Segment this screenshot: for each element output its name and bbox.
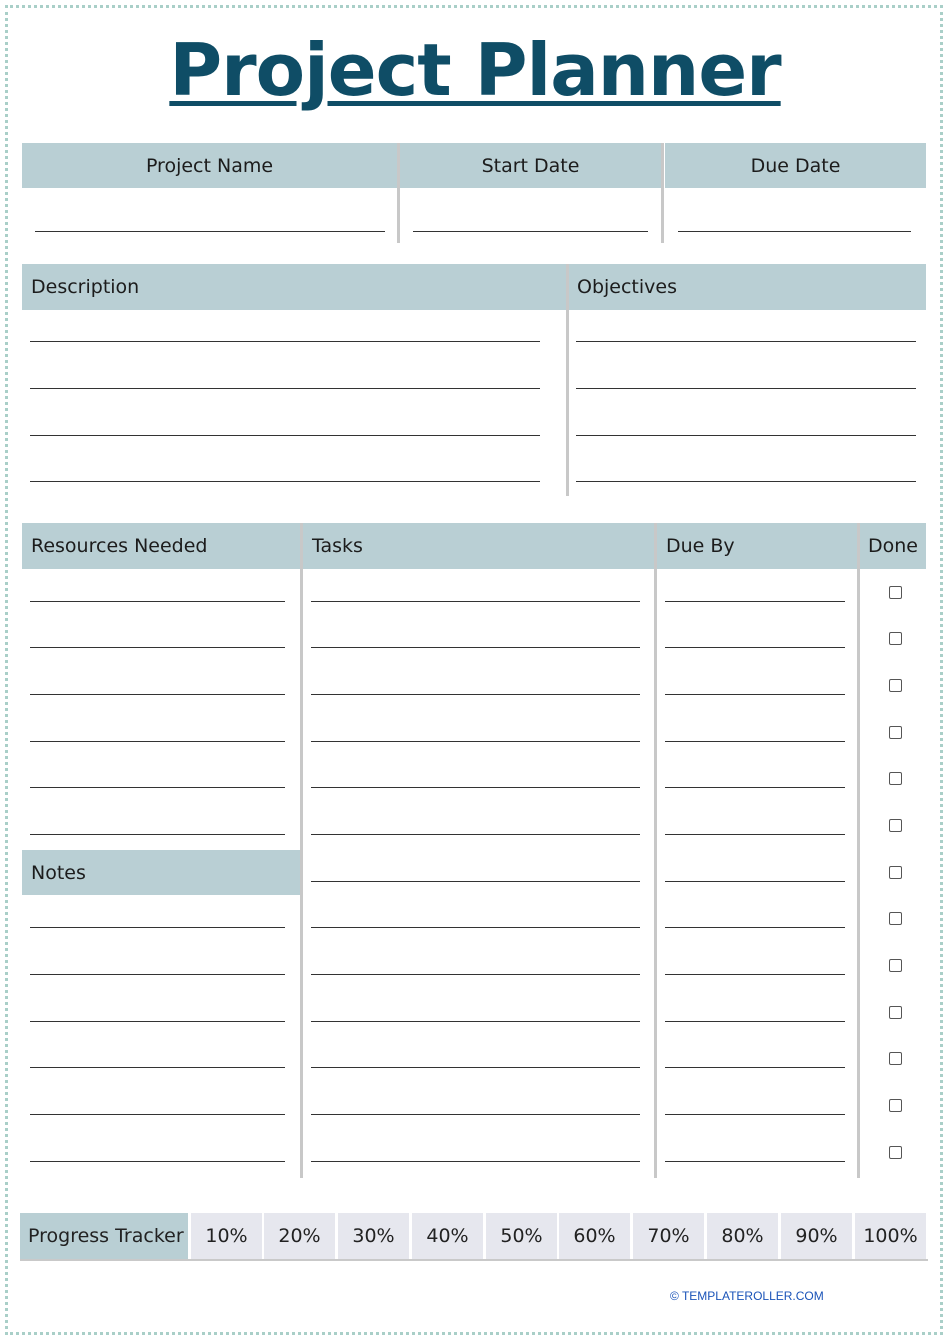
tasks-header: Tasks: [303, 523, 654, 569]
due-by-line[interactable]: [665, 741, 845, 742]
progress-step[interactable]: 20%: [264, 1213, 335, 1259]
task-line[interactable]: [311, 694, 640, 695]
page-dotted-border: [5, 5, 943, 1335]
progress-tracker-underline: [20, 1259, 928, 1261]
task-line[interactable]: [311, 601, 640, 602]
notes-header: Notes: [22, 850, 300, 895]
done-checkbox[interactable]: [889, 1052, 902, 1065]
due-by-header: Due By: [657, 523, 857, 569]
task-line[interactable]: [311, 1067, 640, 1068]
resources-line[interactable]: [30, 694, 285, 695]
description-line[interactable]: [30, 435, 540, 436]
progress-tracker-label: Progress Tracker: [20, 1213, 188, 1259]
due-by-line[interactable]: [665, 927, 845, 928]
done-header: Done: [860, 523, 926, 569]
progress-step[interactable]: 80%: [707, 1213, 778, 1259]
project-name-field[interactable]: [35, 231, 385, 232]
done-checkbox[interactable]: [889, 1099, 902, 1112]
done-checkbox[interactable]: [889, 1006, 902, 1019]
progress-step[interactable]: 50%: [486, 1213, 557, 1259]
objectives-line[interactable]: [576, 388, 916, 389]
task-line[interactable]: [311, 1114, 640, 1115]
resources-line[interactable]: [30, 647, 285, 648]
due-by-line[interactable]: [665, 881, 845, 882]
due-by-line[interactable]: [665, 1021, 845, 1022]
objectives-line[interactable]: [576, 341, 916, 342]
due-date-field[interactable]: [678, 231, 911, 232]
resources-line[interactable]: [30, 834, 285, 835]
done-checkbox[interactable]: [889, 1146, 902, 1159]
task-line[interactable]: [311, 787, 640, 788]
notes-line[interactable]: [30, 1114, 285, 1115]
divider: [397, 143, 400, 243]
due-by-line[interactable]: [665, 1114, 845, 1115]
notes-line[interactable]: [30, 1021, 285, 1022]
notes-line[interactable]: [30, 1161, 285, 1162]
due-by-line[interactable]: [665, 787, 845, 788]
done-checkbox[interactable]: [889, 819, 902, 832]
task-line[interactable]: [311, 1161, 640, 1162]
due-by-line[interactable]: [665, 647, 845, 648]
notes-line[interactable]: [30, 927, 285, 928]
objectives-line[interactable]: [576, 481, 916, 482]
progress-step[interactable]: 100%: [855, 1213, 926, 1259]
task-line[interactable]: [311, 834, 640, 835]
task-line[interactable]: [311, 881, 640, 882]
page-title: Project Planner: [169, 28, 781, 112]
due-by-line[interactable]: [665, 974, 845, 975]
divider: [661, 143, 664, 243]
notes-line[interactable]: [30, 974, 285, 975]
done-checkbox[interactable]: [889, 632, 902, 645]
notes-line[interactable]: [30, 1067, 285, 1068]
due-by-line[interactable]: [665, 601, 845, 602]
due-by-line[interactable]: [665, 1067, 845, 1068]
task-line[interactable]: [311, 927, 640, 928]
progress-step[interactable]: 70%: [633, 1213, 704, 1259]
divider: [857, 523, 860, 1178]
done-checkbox[interactable]: [889, 679, 902, 692]
due-by-line[interactable]: [665, 834, 845, 835]
done-checkbox[interactable]: [889, 959, 902, 972]
resources-line[interactable]: [30, 741, 285, 742]
start-date-field[interactable]: [413, 231, 648, 232]
divider: [654, 523, 657, 1178]
task-line[interactable]: [311, 1021, 640, 1022]
objectives-line[interactable]: [576, 435, 916, 436]
progress-step[interactable]: 90%: [781, 1213, 852, 1259]
progress-step[interactable]: 60%: [559, 1213, 630, 1259]
done-checkbox[interactable]: [889, 866, 902, 879]
due-date-header: Due Date: [665, 143, 926, 188]
footer-credit[interactable]: © TEMPLATEROLLER.COM: [670, 1289, 824, 1303]
divider: [566, 264, 569, 496]
done-checkbox[interactable]: [889, 586, 902, 599]
resources-header: Resources Needed: [22, 523, 300, 569]
task-line[interactable]: [311, 741, 640, 742]
task-line[interactable]: [311, 974, 640, 975]
progress-step[interactable]: 10%: [191, 1213, 262, 1259]
task-line[interactable]: [311, 647, 640, 648]
start-date-header: Start Date: [400, 143, 661, 188]
done-checkbox[interactable]: [889, 912, 902, 925]
description-line[interactable]: [30, 388, 540, 389]
progress-step[interactable]: 40%: [412, 1213, 483, 1259]
objectives-header: Objectives: [569, 264, 926, 310]
due-by-line[interactable]: [665, 1161, 845, 1162]
due-by-line[interactable]: [665, 694, 845, 695]
resources-line[interactable]: [30, 787, 285, 788]
divider: [300, 523, 303, 1178]
description-line[interactable]: [30, 481, 540, 482]
project-name-header: Project Name: [22, 143, 397, 188]
resources-line[interactable]: [30, 601, 285, 602]
description-line[interactable]: [30, 341, 540, 342]
page-title-wrap: [0, 28, 950, 112]
done-checkbox[interactable]: [889, 726, 902, 739]
progress-step[interactable]: 30%: [338, 1213, 409, 1259]
description-header: Description: [22, 264, 566, 310]
done-checkbox[interactable]: [889, 772, 902, 785]
